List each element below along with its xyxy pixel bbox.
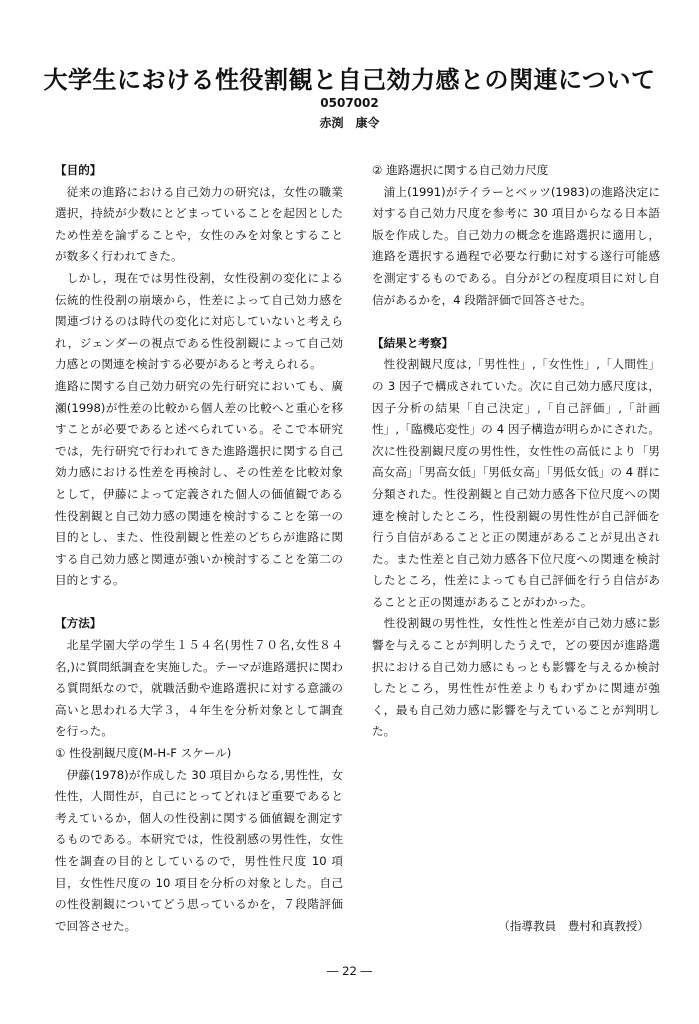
- right-column: [372, 160, 660, 743]
- purpose-heading: 【目的】: [55, 163, 102, 177]
- page-number: ― 22 ―: [326, 964, 373, 978]
- method-heading: 【方法】: [55, 616, 102, 631]
- author-name: 赤渕 康令: [319, 116, 380, 130]
- results-heading: 【結果と考察】: [372, 335, 454, 350]
- method-paragraph-1: 北星学園大学の学生１５４名(男性７０名,女性８４名,)に質問紙調査を実施した。テーマが進路選択に関わる質問紙なので，就職活動や進路選択に対する意識の高いと思われる大学３，４年生を分析対象として調査を行った。: [55, 638, 343, 739]
- purpose-paragraph-1: 従来の進路における自己効力の研究は，女性の職業選択，持続が少数にとどまっていることを起因としたため性差を論ずることや，女性のみを対象とすることが数多く行われてきた。: [55, 184, 343, 264]
- advisor-credit: （指導教員 豊村和真教授）: [498, 919, 649, 933]
- results-paragraph-2: 性役割観の男性性，女性性と性差が自己効力感に影響を与えることが判明したうえで，どの要因が進路選択における自己効力感にもっとも影響を与えるか検討したところ，男性性が性差よりもわずかに関連が強く，最も自己効力感に影響を与えていることが判明した。: [372, 616, 660, 739]
- results-paragraph-1: 性役割観尺度は,「男性性」,「女性性」,「人間性」の 3 因子で構成されていた。次に自己効力感尺度は，因子分析の結果「自己決定」,「自己評価」,「計画性」,「臨機応変性」の 4 因子構造が明らかにされた。次に性役割観尺度の男性性，女性性の高低により「男高女高」｢男高女低｣「男低女高」｢男低女低」の 4 群に分類された。性役割観と自己効力感各下位尺度への関連を検討したところ，性役割観の男性性が自己評価を行う自信があることと正の関連があることが見出された。また性差と自己効力感各下位尺度への関連を検討したところ，性差によっても自己評価を行う自信があることと正の関連があることがわかった。: [372, 357, 660, 609]
- method-item1-heading: ① 性役割観尺度(M-H-F スケール): [55, 746, 232, 761]
- left-column: [55, 160, 343, 937]
- method-item1-paragraph: 伊藤(1978)が作成した 30 項目からなる,男性性，女性性，人間性が，自己にとってどれほど重要であると考えているか，個人の性役割に関する価値観を測定するものである。本研究では，性役割感の男性性，女性性を調査の目的としているので，男性性尺度 10 項目，女性性尺度の 10 項目を分析の対象とした。自己の性役割観についてどう思っているかを，７段階評価で回答させた。: [55, 767, 343, 933]
- purpose-paragraph-2: しかし，現在では男性役割，女性役割の変化による伝統的性役割の崩壊から，性差によって自己効力感を関連づけるのは時代の変化に対応していないと考えられ，ジェンダーの視点である性役割観によって自己効力感との関連を検討する必要があると考えられる。: [55, 270, 343, 372]
- student-id: 0507002: [320, 96, 379, 110]
- section-gap: [55, 592, 343, 614]
- section-gap: [372, 311, 660, 333]
- method-item2-heading: ② 進路選択に関する自己効力尺度: [372, 163, 549, 177]
- purpose-paragraph-3: 進路に関する自己効力研究の先行研究においても、廣瀬(1998)が性差の比較から個人差の比較へと重心を移すことが必要であると述べられている。そこで本研究では，先行研究で行われてきた進路選択に関する自己効力感における性差を再検討し、その性差を比較対象として，伊藤によって定義された個人の価値観である性役割観と自己効力感の関連を検討することを第一の目的とし、また、性役割観と性差のどちらが進路に関する自己効力感と関連が強いか検討することを第二の目的とする。: [55, 378, 343, 588]
- paper-title: 大学生における性役割観と自己効力感との関連について: [43, 66, 656, 94]
- method-item2-paragraph: 浦上(1991)がテイラーとベッツ(1983)の進路決定に対する自己効力尺度を参考に 30 項目からなる日本語版を作成した。自己効力の概念を進路選択に適用し，進路を選択する過程で必要な行動に対する遂行可能感を測定するものである。自分がどの程度項目に対し自信があるかを，4 段階評価で回答させた。: [372, 184, 660, 307]
